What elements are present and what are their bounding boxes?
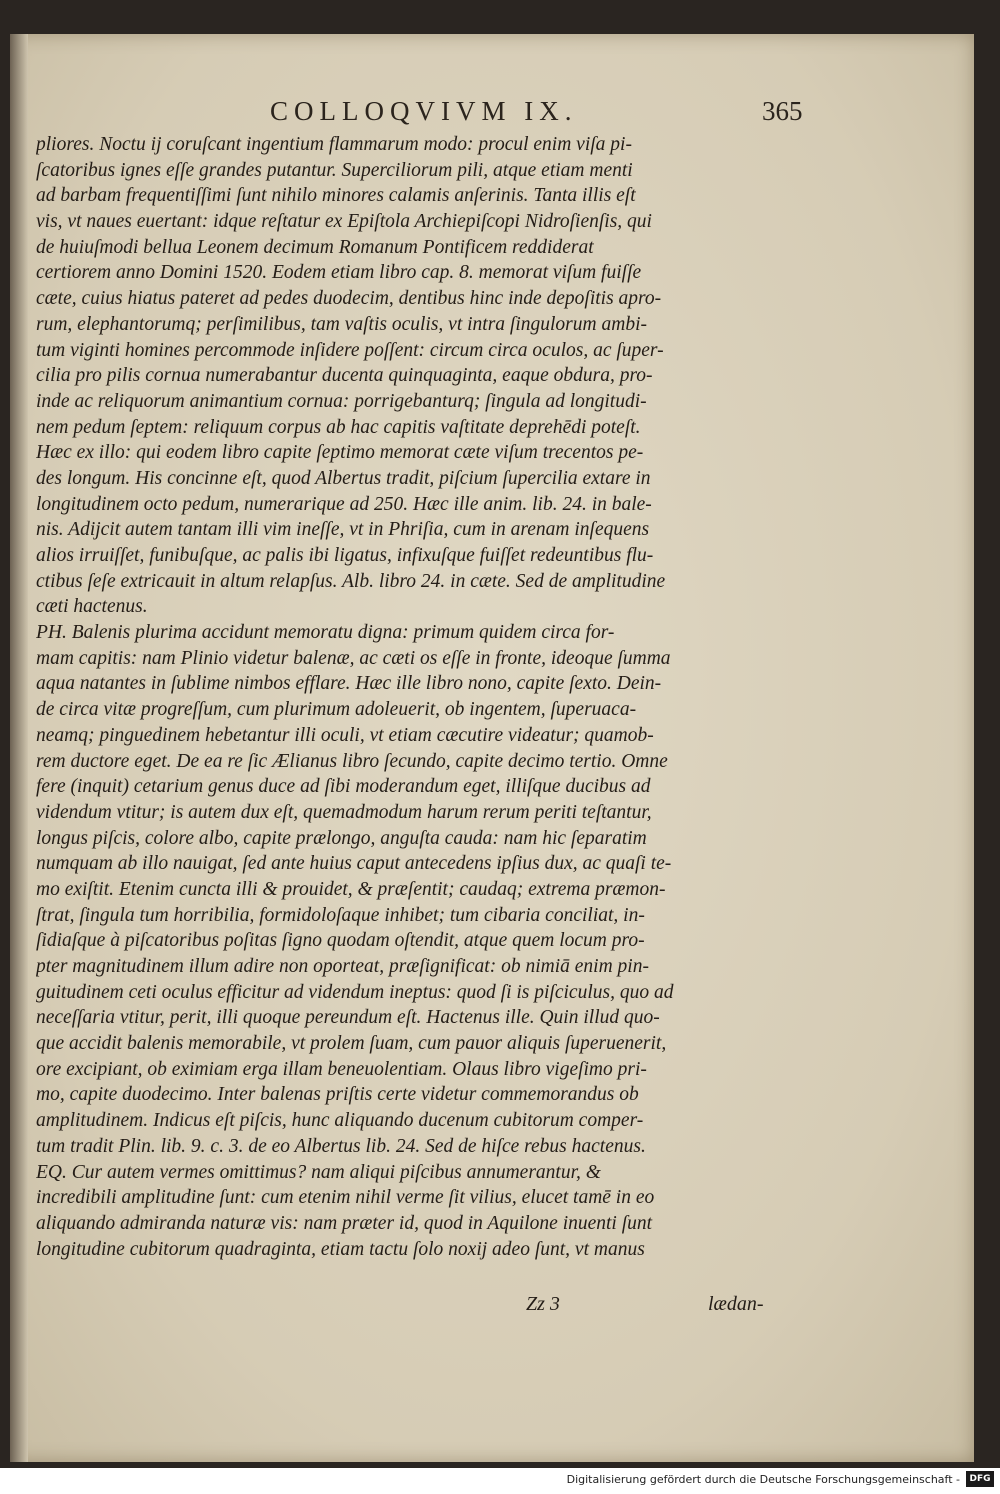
text-line: certiorem anno Domini 1520. Eodem etiam libro cap. 8. memorat viſum fuiſſe [36, 262, 642, 284]
text-line: de huiuſmodi bellua Leonem decimum Romanum Pontificem reddiderat [36, 236, 594, 258]
dfg-logo-icon: DFG [966, 1471, 994, 1487]
text-line: mo exiſtit. Etenim cuncta illi & prouidet, & præſentit; caudaq; extrema præmon- [36, 878, 666, 900]
digitization-credit: Digitalisierung gefördert durch die Deutsche Forschungsgemeinschaft - [566, 1473, 960, 1486]
text-line: neamq; pinguedinem hebetantur illi oculi, vt etiam cæcutire videatur; quamob- [36, 724, 654, 746]
text-line: Hæc ex illo: qui eodem libro capite ſeptimo memorat cæte viſum trecentos pe- [36, 442, 644, 464]
text-line: longitudinem octo pedum, numerarique ad 250. Hæc ille anim. lib. 24. in bale- [36, 493, 652, 515]
text-line: numquam ab illo nauigat, ſed ante huius caput antecedens ipſius dux, ac quaſi te- [36, 853, 672, 875]
text-line: pter magnitudinem illum adire non oporteat, præſignificat: ob nimiā enim pin- [36, 956, 649, 977]
text-line: cæti hactenus. [36, 596, 148, 618]
text-line: tum viginti homines percommode inſidere poſſent: circum circa oculos, ac ſuper- [36, 339, 664, 361]
text-line: ore excipiant, ob eximiam erga illam beneuolentiam. Olaus libro vigeſimo pri- [36, 1058, 647, 1080]
text-line: longitudine cubitorum quadraginta, etiam tactu ſolo noxij adeo ſunt, vt manus [36, 1238, 645, 1260]
text-line: ſcatoribus ignes eſſe grandes putantur. Superciliorum pili, atque etiam menti [36, 159, 633, 181]
text-line: vis, vt naues euertant: idque reſtatur ex Epiſtola Archiepiſcopi Nidroſienſis, qui [36, 211, 652, 233]
text-line: alios irruiſſet, funibuſque, ac palis ibi ligatus, infixuſque fuiſſet redeuntibus flu- [36, 545, 654, 566]
text-line: incredibili amplitudine ſunt: cum etenim nihil verme ſit vilius, elucet tamē in eo [36, 1187, 655, 1209]
text-line: tum tradit Plin. lib. 9. c. 3. de eo Albertus lib. 24. Sed de hiſce rebus hactenus. [36, 1135, 646, 1157]
text-line: cæte, cuius hiatus pateret ad pedes duodecim, dentibus hinc inde depoſitis apro- [36, 288, 662, 310]
text-line: nem pedum ſeptem: reliquum corpus ab hac capitis vaſtitate deprehēdi poteſt. [36, 416, 641, 438]
signature-mark: Zz 3 [526, 1293, 560, 1315]
text-line: mam capitis: nam Plinio videtur balenæ, ac cæti os eſſe in fronte, ideoque ſumma [36, 647, 671, 669]
text-line: guitudinem ceti oculus efficitur ad videndum ineptus: quod ſi is piſciculus, quo ad [36, 981, 674, 1003]
text-line: fere (inquit) cetarium genus duce ad ſibi moderandum eget, illiſque ducibus ad [36, 776, 651, 798]
page-header [0, 96, 1000, 132]
text-line: videndum vtitur; is autem dux eſt, quemadmodum harum rerum periti teſtantur, [36, 801, 652, 823]
text-line: que accidit balenis memorabile, vt prolem ſuam, cum pauor aliquis ſuperuenerit, [36, 1033, 667, 1055]
text-line: EQ. Cur autem vermes omittimus? nam aliqui piſcibus annumerantur, & [36, 1161, 601, 1183]
text-line: neceſſaria vtitur, perit, illi quoque pereundum eſt. Hactenus ille. Quin illud quo- [36, 1007, 660, 1029]
text-line: des longum. His concinne eſt, quod Albertus tradit, piſcium ſupercilia extare in [36, 467, 651, 489]
text-line: aliquando admiranda naturæ vis: nam præter id, quod in Aquilone inuenti ſunt [36, 1212, 653, 1234]
text-line: inde ac reliquorum animantium cornua: porrigebanturq; ſingula ad longitudi- [36, 390, 647, 412]
text-line: amplitudinem. Indicus eſt piſcis, hunc aliquando ducenum cubitorum comper- [36, 1110, 644, 1132]
text-line: ſtrat, ſingula tum horribilia, formidoloſaque inhibet; tum cibaria conciliat, in- [36, 904, 645, 926]
text-line: aqua natantes in ſublime nimbos efflare. Hæc ille libro nono, capite ſexto. Dein- [36, 673, 662, 695]
text-line: pliores. Noctu ij coruſcant ingentium flammarum modo: procul enim viſa pi- [36, 134, 632, 155]
page-gutter-shadow [10, 34, 28, 1462]
text-line: PH. Balenis plurima accidunt memoratu digna: primum quidem circa for- [36, 622, 615, 644]
body-text [36, 132, 796, 1262]
text-line: longus piſcis, colore albo, capite prælongo, anguſta cauda: nam hic ſeparatim [36, 827, 647, 849]
page-number: 365 [762, 96, 803, 126]
text-line: mo, capite duodecimo. Inter balenas priſtis certe videtur commemorandus ob [36, 1084, 639, 1106]
text-line: ad barbam frequentiſſimi ſunt nihilo minores calamis anſerinis. Tanta illis eſt [36, 185, 636, 207]
text-line: rem ductore eget. De ea re ſic Ælianus libro ſecundo, capite decimo tertio. Omne [36, 750, 668, 772]
digitization-footer [0, 1468, 1000, 1494]
text-line: de circa vitæ progreſſum, cum plurimum adoleuerit, ob ingentem, ſuperuaca- [36, 699, 637, 721]
page-foot-marks [0, 1293, 1000, 1321]
text-line: cilia pro pilis cornua numerabantur ducenta quinquaginta, eaque obdura, pro- [36, 365, 653, 387]
text-line: ſidiaſque à piſcatoribus poſitas ſigno quodam oſtendit, atque quem locum pro- [36, 930, 645, 952]
text-line: rum, elephantorumq; perſimilibus, tam vaſtis oculis, vt intra ſingulorum ambi- [36, 313, 647, 335]
catchword: lædan- [708, 1293, 764, 1315]
running-title: COLLOQVIVM IX. [270, 96, 578, 126]
text-line: nis. Adijcit autem tantam illi vim ineſſe, vt in Phriſia, cum in arenam inſequens [36, 519, 650, 541]
text-line: ctibus ſeſe extricauit in altum relapſus. Alb. libro 24. in cæte. Sed de amplitudine [36, 570, 666, 592]
